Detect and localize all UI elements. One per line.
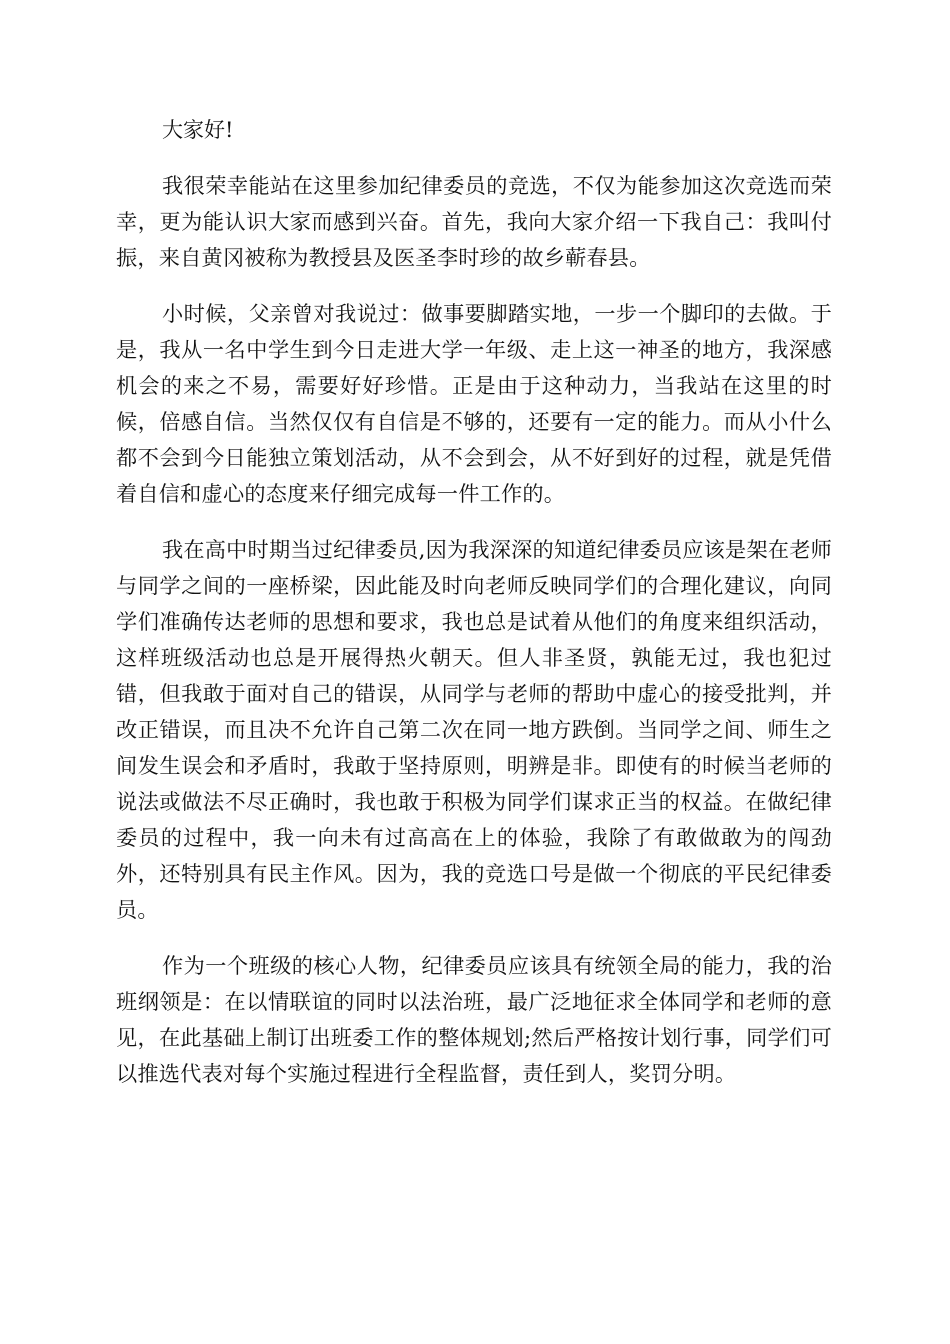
paragraph-childhood: 小时候，父亲曾对我说过：做事要脚踏实地，一步一个脚印的去做。于是，我从一名中学生到今日走进大学一年级、走上这一神圣的地方，我深感机会的来之不易，需要好好珍惜。正是由于这种动力，当我站在这里的时候，倍感自信。当然仅仅有自信是不够的，还要有一定的能力。而从小什么都不会到今日能独立策划活动，从不会到会，从不好到好的过程，就是凭借着自信和虚心的态度来仔细完成每一件工作的。	[116, 301, 832, 506]
paragraph-introduction: 我很荣幸能站在这里参加纪律委员的竞选，不仅为能参加这次竞选而荣幸，更为能认识大家而感到兴奋。首先，我向大家介绍一下我自己：我叫付振，来自黄冈被称为教授县及医圣李时珍的故乡蕲春县。	[116, 173, 832, 270]
document-page	[116, 112, 832, 1112]
paragraph-platform: 作为一个班级的核心人物，纪律委员应该具有统领全局的能力，我的治班纲领是：在以情联谊的同时以法治班，最广泛地征求全体同学和老师的意见，在此基础上制订出班委工作的整体规划;然后严格按计划行事，同学们可以推选代表对每个实施过程进行全程监督，责任到人，奖罚分明。	[116, 953, 832, 1086]
paragraph-experience: 我在高中时期当过纪律委员,因为我深深的知道纪律委员应该是架在老师与同学之间的一座桥梁，因此能及时向老师反映同学们的合理化建议，向同学们准确传达老师的思想和要求，我也总是试着从他们的角度来组织活动，这样班级活动也总是开展得热火朝天。但人非圣贤，孰能无过，我也犯过错，但我敢于面对自己的错误，从同学与老师的帮助中虚心的接受批判，并改正错误，而且决不允许自己第二次在同一地方跌倒。当同学之间、师生之间发生误会和矛盾时，我敢于坚持原则，明辨是非。即使有的时候当老师的说法或做法不尽正确时，我也敢于积极为同学们谋求正当的权益。在做纪律委员的过程中，我一向未有过高高在上的体验，我除了有敢做敢为的闯劲外，还特别具有民主作风。因为，我的竞选口号是做一个彻底的平民纪律委员。	[116, 537, 832, 922]
greeting: 大家好!	[162, 118, 234, 142]
